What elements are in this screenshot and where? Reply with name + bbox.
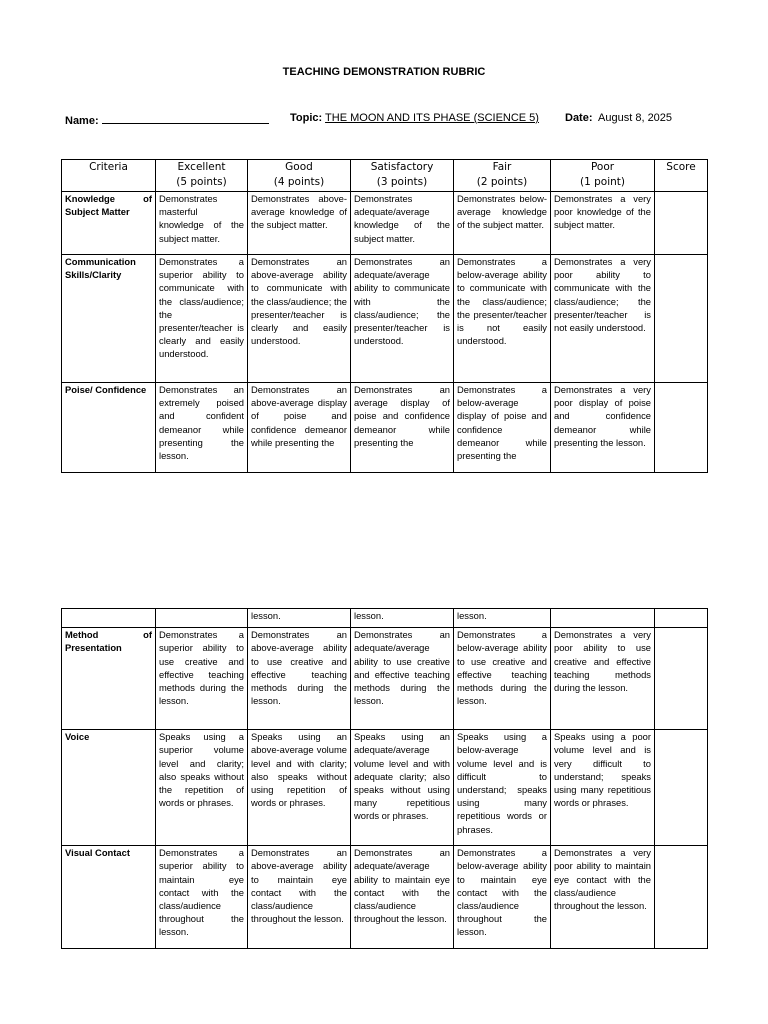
name-blank-line[interactable] [102,112,269,124]
rubric-table-page-1 [61,159,708,473]
poor-cell: Demonstrates a very poor ability to maintain eye contact with the class/audience throughout the lesson. [551,846,655,949]
good-cell: Speaks using an above-average volume level and with clarity; also speaks without using repetition of words or phrases. [248,730,351,846]
fair-cell: Demonstrates below-average knowledge of the subject matter. [454,192,551,255]
column-header-satisfactory: Satisfactory (3 points) [351,160,454,192]
fair-cell: Demonstrates a below-average display of poise and confidence demeanor while presenting the [454,383,551,473]
excellent-cell: Demonstrates a superior ability to maintain eye contact with the class/audience throughout the lesson. [156,846,248,949]
satisfactory-cell: Speaks using an adequate/average volume level and with adequate clarity; also speaks without using many repetitious words or phrases. [351,730,454,846]
poor-cell [551,609,655,628]
poor-cell: Demonstrates a very poor knowledge of the subject matter. [551,192,655,255]
poor-cell: Demonstrates a very poor ability to use creative and effective teaching methods during the lesson. [551,628,655,730]
date-field [565,112,672,124]
column-header-poor: Poor (1 point) [551,160,655,192]
good-cell: Demonstrates an above-average ability to maintain eye contact with the class/audience throughout the lesson. [248,846,351,949]
satisfactory-cell: Demonstrates an adequate/average ability to communicate with the class/audience; the presenter/teacher is understood. [351,255,454,383]
satisfactory-cell: lesson. [351,609,454,628]
column-header-fair: Fair (2 points) [454,160,551,192]
score-cell[interactable] [655,383,708,473]
excellent-cell: Demonstrates a superior ability to communicate with the class/audience; the presenter/teacher is clearly and easily understood. [156,255,248,383]
criteria-cell: Method of Presentation [62,628,156,730]
satisfactory-cell: Demonstrates adequate/average knowledge of the subject matter. [351,192,454,255]
poor-cell: Demonstrates a very poor ability to communicate with the class/audience; the presenter/teacher is not easily understood. [551,255,655,383]
score-cell[interactable] [655,846,708,949]
satisfactory-cell: Demonstrates an adequate/average ability to use creative and effective teaching methods during the lesson. [351,628,454,730]
table-row [62,730,708,846]
fair-cell: Demonstrates a below-average ability to use creative and effective teaching methods during the lesson. [454,628,551,730]
fair-cell: Demonstrates a below-average ability to communicate with the class/audience; the presenter/teacher is not easily understood. [454,255,551,383]
table-row [62,192,708,255]
good-cell: Demonstrates an above-average display of poise and confidence demeanor while presenting the [248,383,351,473]
good-cell: Demonstrates above-average knowledge of the subject matter. [248,192,351,255]
score-cell[interactable] [655,609,708,628]
poor-cell: Demonstrates a very poor display of poise and confidence demeanor while presenting the lesson. [551,383,655,473]
topic-field [290,112,539,124]
excellent-cell: Demonstrates masterful knowledge of the subject matter. [156,192,248,255]
satisfactory-cell: Demonstrates an average display of poise and confidence demeanor while presenting the [351,383,454,473]
table-row [62,846,708,949]
good-cell: lesson. [248,609,351,628]
table-row [62,383,708,473]
poor-cell: Speaks using a poor volume level and is very difficult to understand; speaks using many repetitious words or phrases. [551,730,655,846]
fair-cell: Demonstrates a below-average ability to maintain eye contact with the class/audience throughout the lesson. [454,846,551,949]
name-field [65,112,269,127]
score-cell[interactable] [655,255,708,383]
column-header-excellent: Excellent (5 points) [156,160,248,192]
date-value: August 8, 2025 [598,112,673,124]
column-header-score: Score [655,160,708,192]
criteria-cell: Visual Contact [62,846,156,949]
excellent-cell: Demonstrates an extremely poised and confident demeanor while presenting the lesson. [156,383,248,473]
criteria-cell: Poise/ Confidence [62,383,156,473]
column-header-criteria: Criteria [62,160,156,192]
score-cell[interactable] [655,192,708,255]
column-header-good: Good (4 points) [248,160,351,192]
excellent-cell: Demonstrates a superior ability to use creative and effective teaching methods during the lesson. [156,628,248,730]
name-label: Name: [65,115,99,127]
topic-value: THE MOON AND ITS PHASE (SCIENCE 5) [325,112,539,124]
page-title: TEACHING DEMONSTRATION RUBRIC [282,66,486,78]
satisfactory-cell: Demonstrates an adequate/average ability to maintain eye contact with the class/audience throughout the lesson. [351,846,454,949]
criteria-cell [62,609,156,628]
criteria-cell: Communication Skills/Clarity [62,255,156,383]
topic-label: Topic: [290,112,323,124]
good-cell: Demonstrates an above-average ability to communicate with the class/audience; the presenter/teacher is clearly and easily understood. [248,255,351,383]
table-row [62,255,708,383]
table-row [62,628,708,730]
rubric-table-page-2 [61,608,708,949]
date-label: Date: [565,112,593,124]
score-cell[interactable] [655,628,708,730]
good-cell: Demonstrates an above-average ability to use creative and effective teaching methods during the lesson. [248,628,351,730]
score-cell[interactable] [655,730,708,846]
criteria-cell: Voice [62,730,156,846]
criteria-cell: Knowledge of Subject Matter [62,192,156,255]
excellent-cell [156,609,248,628]
continuation-row [62,609,708,628]
fair-cell: Speaks using a below-average volume level and is difficult to understand; speaks using many repetitious words or phrases. [454,730,551,846]
table-header-row [62,160,708,192]
fair-cell: lesson. [454,609,551,628]
excellent-cell: Speaks using a superior volume level and clarity; also speaks without the repetition of words or phrases. [156,730,248,846]
